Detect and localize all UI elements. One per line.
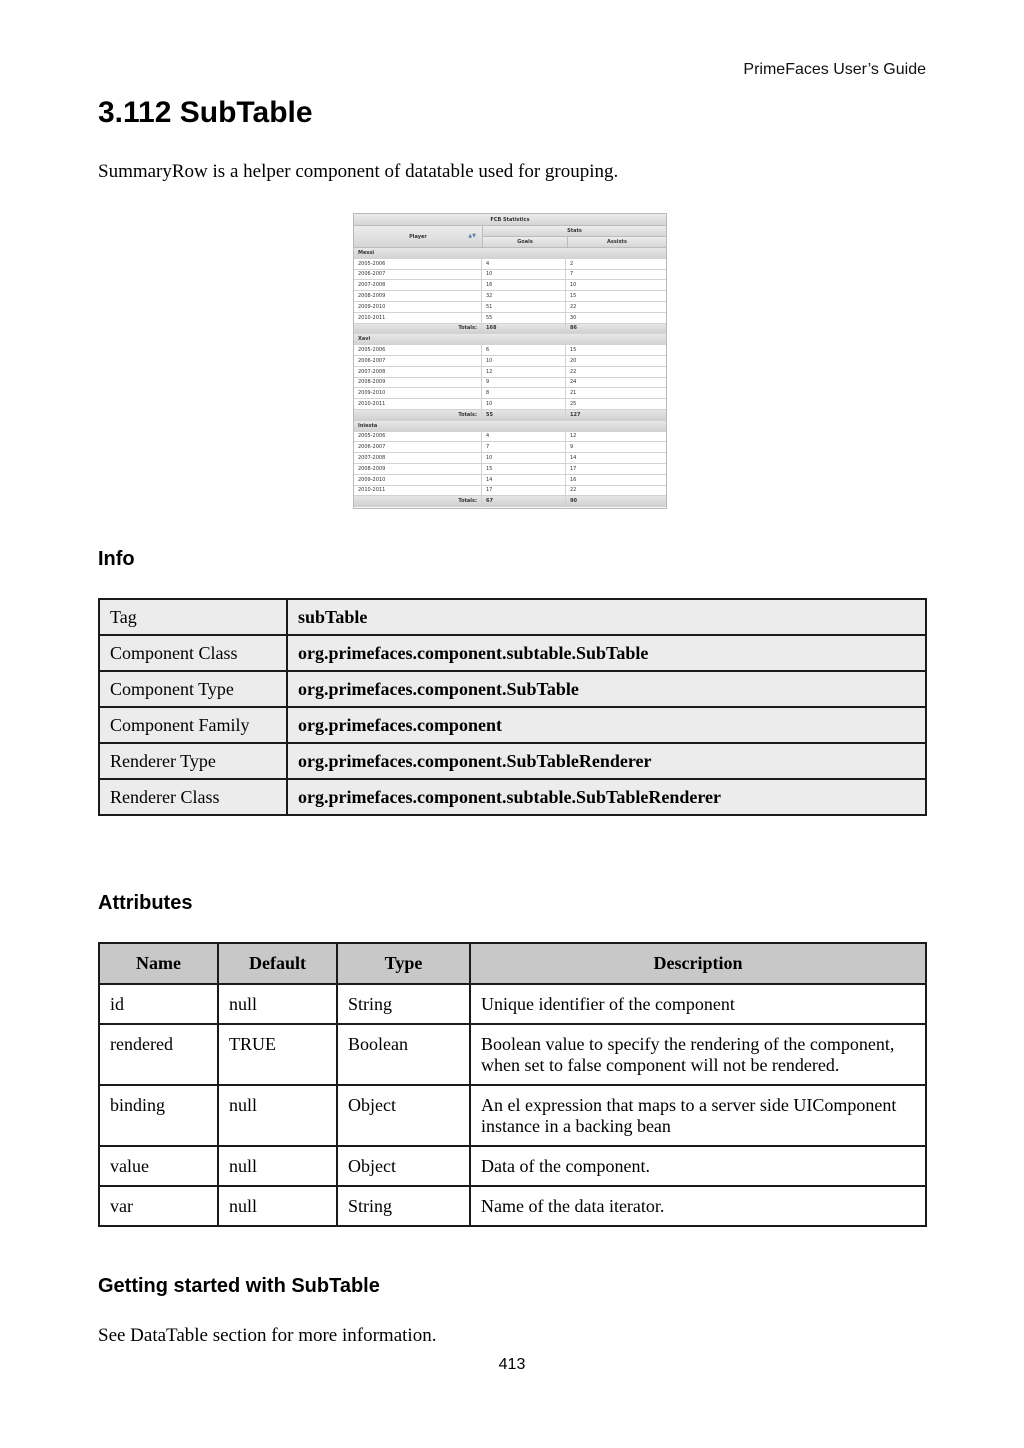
figure-data-row bbox=[354, 432, 666, 443]
figure-totals-row bbox=[354, 410, 666, 421]
attribute-type: Object bbox=[337, 1146, 470, 1186]
info-row bbox=[99, 671, 926, 707]
figure-data-row bbox=[354, 270, 666, 281]
figure-data-row bbox=[354, 313, 666, 324]
figure-data-row bbox=[354, 345, 666, 356]
figure-data-row bbox=[354, 291, 666, 302]
figure-data-row bbox=[354, 356, 666, 367]
info-key: Renderer Class bbox=[99, 779, 287, 815]
figure-cell-assists: 24 bbox=[570, 379, 577, 386]
figure-cell-goals: 10 bbox=[482, 453, 566, 463]
figure-group-name: Xavi bbox=[358, 336, 371, 343]
figure-cell-goals: 15 bbox=[482, 464, 566, 474]
figure-cell-season: 2005-2006 bbox=[354, 345, 482, 355]
figure-cell-season: 2009-2010 bbox=[354, 475, 482, 485]
figure-group-name: Iniesta bbox=[358, 422, 378, 429]
intro-paragraph: SummaryRow is a helper component of datatable used for grouping. bbox=[98, 161, 619, 182]
table-row bbox=[99, 1085, 926, 1146]
attribute-description: Data of the component. bbox=[470, 1146, 926, 1186]
figure-totals-goals: 55 bbox=[482, 410, 566, 420]
figure-cell-season: 2010-2011 bbox=[354, 486, 482, 496]
figure-cell-assists: 14 bbox=[570, 455, 577, 462]
figure-cell-assists: 12 bbox=[570, 433, 577, 440]
info-key: Tag bbox=[99, 599, 287, 635]
figure-cell-assists: 25 bbox=[570, 401, 577, 408]
column-header-type: Type bbox=[337, 943, 470, 984]
attribute-name: var bbox=[99, 1186, 218, 1226]
figure-cell-season: 2005-2006 bbox=[354, 259, 482, 269]
figure-cell-assists: 21 bbox=[570, 390, 577, 397]
figure-totals-assists: 90 bbox=[570, 498, 577, 505]
figure-cell-assists: 15 bbox=[570, 293, 577, 300]
attribute-default: null bbox=[218, 984, 337, 1024]
figure-data-row bbox=[354, 475, 666, 486]
figure-group-name: Messi bbox=[358, 249, 375, 256]
column-header-name: Name bbox=[99, 943, 218, 984]
attributes-header-row bbox=[99, 943, 926, 984]
info-row bbox=[99, 599, 926, 635]
figure-cell-season: 2007-2008 bbox=[354, 280, 482, 290]
figure-cell-season: 2006-2007 bbox=[354, 270, 482, 280]
figure-cell-season: 2007-2008 bbox=[354, 453, 482, 463]
info-key: Component Family bbox=[99, 707, 287, 743]
figure-cell-assists: 15 bbox=[570, 347, 577, 354]
figure-data-row bbox=[354, 399, 666, 410]
figure-cell-season: 2008-2009 bbox=[354, 378, 482, 388]
figure-cell-season: 2006-2007 bbox=[354, 356, 482, 366]
table-row bbox=[99, 1146, 926, 1186]
column-header-description: Description bbox=[470, 943, 926, 984]
info-row bbox=[99, 635, 926, 671]
figure-data-row bbox=[354, 486, 666, 497]
info-value: org.primefaces.component.subtable.SubTable bbox=[287, 635, 926, 671]
figure-cell-goals: 32 bbox=[482, 291, 566, 301]
figure-cell-goals: 10 bbox=[482, 356, 566, 366]
figure-cell-goals: 17 bbox=[482, 486, 566, 496]
figure-cell-goals: 14 bbox=[482, 475, 566, 485]
running-header: PrimeFaces User’s Guide bbox=[743, 61, 926, 78]
figure-cell-season: 2005-2006 bbox=[354, 432, 482, 442]
figure-table-caption: FCB Statistics bbox=[354, 214, 666, 226]
figure-data-row bbox=[354, 378, 666, 389]
attributes-heading: Attributes bbox=[98, 892, 193, 914]
figure-data-row bbox=[354, 280, 666, 291]
figure-totals-assists: 127 bbox=[570, 411, 581, 418]
info-heading: Info bbox=[98, 548, 135, 570]
figure-header-subcolumns bbox=[483, 237, 666, 247]
figure-cell-goals: 10 bbox=[482, 399, 566, 409]
info-table bbox=[98, 598, 927, 816]
figure-cell-season: 2008-2009 bbox=[354, 464, 482, 474]
attribute-description: Unique identifier of the component bbox=[470, 984, 926, 1024]
figure-totals-label: Totals: bbox=[354, 324, 482, 334]
column-header-default: Default bbox=[218, 943, 337, 984]
figure-data-row bbox=[354, 302, 666, 313]
figure-data-row bbox=[354, 453, 666, 464]
figure-totals-label: Totals: bbox=[354, 410, 482, 420]
figure-cell-goals: 8 bbox=[482, 388, 566, 398]
figure-cell-assists: 2 bbox=[570, 260, 574, 267]
figure-group-row bbox=[354, 248, 666, 259]
attribute-description: Boolean value to specify the rendering of the component, when set to false component will not be rendered. bbox=[470, 1024, 926, 1085]
figure-cell-goals: 4 bbox=[482, 432, 566, 442]
info-row bbox=[99, 743, 926, 779]
attribute-name: value bbox=[99, 1146, 218, 1186]
figure-data-row bbox=[354, 388, 666, 399]
figure-header-stats: Stats bbox=[483, 226, 666, 237]
info-value: org.primefaces.component.SubTable bbox=[287, 671, 926, 707]
attribute-type: Object bbox=[337, 1085, 470, 1146]
page-number: 413 bbox=[498, 1356, 526, 1373]
getting-started-heading: Getting started with SubTable bbox=[98, 1275, 380, 1297]
sort-icon: ▲▼ bbox=[468, 233, 476, 239]
figure-data-row bbox=[354, 464, 666, 475]
figure-data-row bbox=[354, 259, 666, 270]
attribute-type: String bbox=[337, 1186, 470, 1226]
figure-totals-row bbox=[354, 496, 666, 507]
figure-cell-goals: 55 bbox=[482, 313, 566, 323]
info-row bbox=[99, 707, 926, 743]
figure-data-row bbox=[354, 367, 666, 378]
info-key: Component Type bbox=[99, 671, 287, 707]
page-title: 3.112 SubTable bbox=[98, 96, 313, 129]
figure-cell-season: 2006-2007 bbox=[354, 442, 482, 452]
figure-header-block bbox=[354, 226, 666, 248]
info-key: Component Class bbox=[99, 635, 287, 671]
figure-cell-season: 2009-2010 bbox=[354, 302, 482, 312]
table-row bbox=[99, 984, 926, 1024]
attribute-default: null bbox=[218, 1146, 337, 1186]
figure-cell-season: 2008-2009 bbox=[354, 291, 482, 301]
figure-header-player bbox=[354, 226, 483, 247]
attribute-type: String bbox=[337, 984, 470, 1024]
figure-totals-goals: 168 bbox=[482, 324, 566, 334]
figure-totals-label: Totals: bbox=[354, 496, 482, 506]
figure-cell-assists: 22 bbox=[570, 303, 577, 310]
figure-cell-assists: 30 bbox=[570, 314, 577, 321]
figure-cell-season: 2007-2008 bbox=[354, 367, 482, 377]
figure-cell-season: 2010-2011 bbox=[354, 399, 482, 409]
info-value: org.primefaces.component.subtable.SubTableRenderer bbox=[287, 779, 926, 815]
figure-cell-season: 2010-2011 bbox=[354, 313, 482, 323]
attribute-default: null bbox=[218, 1186, 337, 1226]
figure-group-row bbox=[354, 334, 666, 345]
attribute-description: An el expression that maps to a server side UIComponent instance in a backing bean bbox=[470, 1085, 926, 1146]
table-row bbox=[99, 1186, 926, 1226]
figure-cell-assists: 20 bbox=[570, 357, 577, 364]
figure-cell-assists: 22 bbox=[570, 487, 577, 494]
figure-cell-assists: 10 bbox=[570, 282, 577, 289]
info-key: Renderer Type bbox=[99, 743, 287, 779]
attribute-default: TRUE bbox=[218, 1024, 337, 1085]
figure-cell-goals: 51 bbox=[482, 302, 566, 312]
attribute-type: Boolean bbox=[337, 1024, 470, 1085]
info-row bbox=[99, 779, 926, 815]
figure-cell-assists: 17 bbox=[570, 465, 577, 472]
figure-totals-goals: 67 bbox=[482, 496, 566, 506]
figure-header-assists: Assists bbox=[607, 239, 627, 245]
attribute-name: id bbox=[99, 984, 218, 1024]
info-value: org.primefaces.component.SubTableRenderer bbox=[287, 743, 926, 779]
figure-totals-row bbox=[354, 324, 666, 335]
figure-cell-assists: 9 bbox=[570, 444, 574, 451]
attribute-description: Name of the data iterator. bbox=[470, 1186, 926, 1226]
figure-group-row bbox=[354, 421, 666, 432]
figure-cell-assists: 7 bbox=[570, 271, 574, 278]
attribute-name: rendered bbox=[99, 1024, 218, 1085]
figure-totals-assists: 86 bbox=[570, 325, 577, 332]
figure-cell-goals: 16 bbox=[482, 280, 566, 290]
figure-header-player-label: Player bbox=[409, 233, 427, 240]
subtable-example-screenshot bbox=[353, 213, 667, 509]
attribute-default: null bbox=[218, 1085, 337, 1146]
figure-header-stats-group bbox=[483, 226, 666, 247]
figure-cell-goals: 4 bbox=[482, 259, 566, 269]
figure-cell-goals: 12 bbox=[482, 367, 566, 377]
table-row bbox=[99, 1024, 926, 1085]
figure-cell-goals: 10 bbox=[482, 270, 566, 280]
figure-cell-goals: 7 bbox=[482, 442, 566, 452]
figure-cell-goals: 6 bbox=[482, 345, 566, 355]
attributes-table bbox=[98, 942, 927, 1227]
figure-cell-goals: 9 bbox=[482, 378, 566, 388]
figure-cell-season: 2009-2010 bbox=[354, 388, 482, 398]
info-value: subTable bbox=[287, 599, 926, 635]
figure-data-row bbox=[354, 442, 666, 453]
figure-table-body bbox=[354, 248, 666, 507]
figure-header-goals: Goals bbox=[483, 237, 568, 247]
figure-cell-assists: 22 bbox=[570, 368, 577, 375]
figure-cell-assists: 16 bbox=[570, 476, 577, 483]
attribute-name: binding bbox=[99, 1085, 218, 1146]
getting-started-text: See DataTable section for more information. bbox=[98, 1325, 437, 1346]
info-value: org.primefaces.component bbox=[287, 707, 926, 743]
